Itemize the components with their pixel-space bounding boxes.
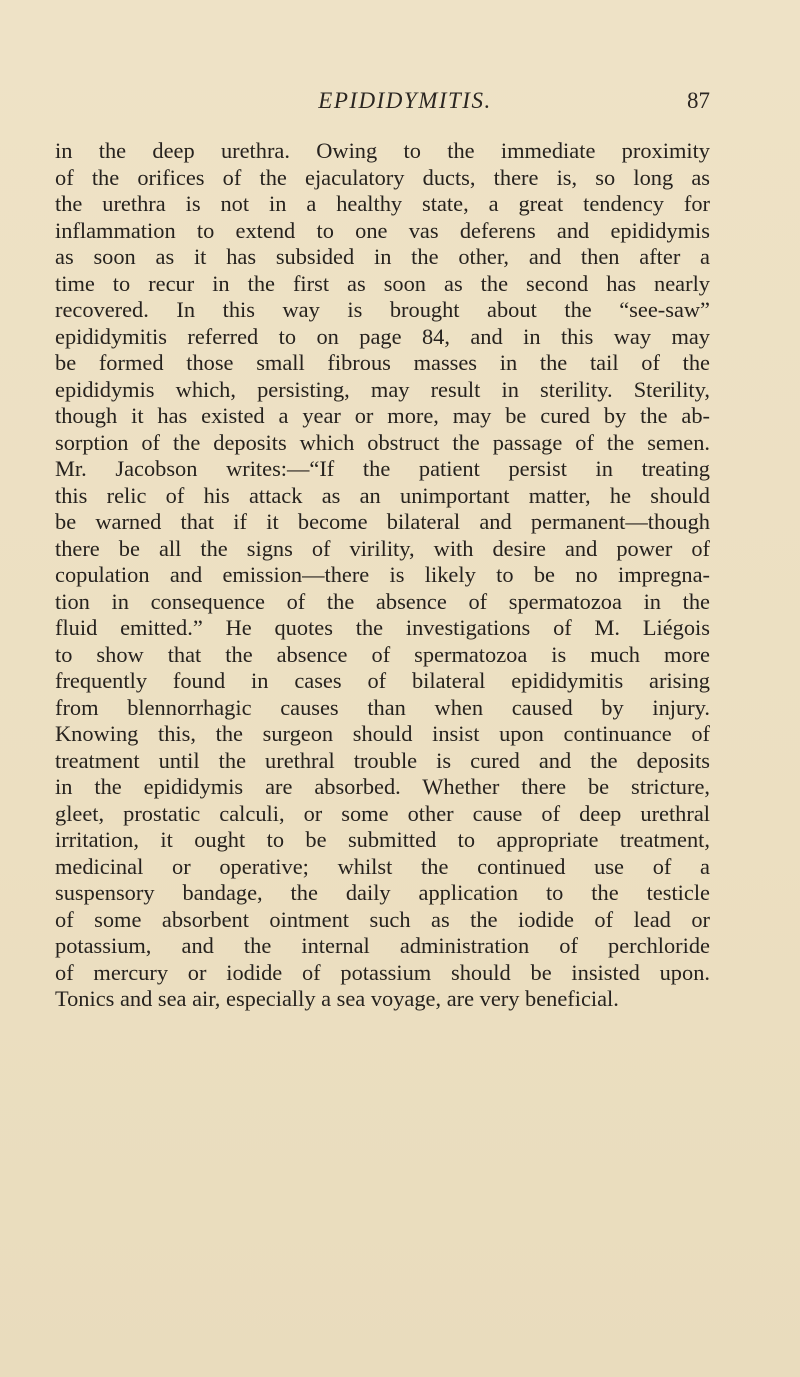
text-line: time to recur in the first as soon as the second has nearly <box>55 270 710 296</box>
text-line: inflammation to extend to one vas deferens and epididymis <box>55 217 710 243</box>
text-line: of mercury or iodide of potassium should be insisted upon. <box>55 959 710 985</box>
text-line: from blennorrhagic causes than when caused by injury. <box>55 694 710 720</box>
text-line: though it has existed a year or more, may be cured by the ab- <box>55 403 710 428</box>
text-line: frequently found in cases of bilateral epididymitis arising <box>55 668 710 693</box>
running-head <box>0 88 800 118</box>
text-line: potassium, and the internal administration of perchloride <box>55 933 710 958</box>
text-line: as soon as it has subsided in the other, and then after a <box>55 244 710 269</box>
body-text <box>55 138 710 1013</box>
text-line: tion in consequence of the absence of spermatozoa in the <box>55 588 710 614</box>
text-line: Knowing this, the surgeon should insist upon continuance of <box>55 721 710 746</box>
text-line: Tonics and sea air, especially a sea voyage, are very beneficial. <box>55 986 619 1011</box>
running-title: EPIDIDYMITIS. <box>318 88 492 113</box>
text-line: epididymis which, persisting, may result in sterility. Sterility, <box>55 376 710 402</box>
text-line: copulation and emission—there is likely to be no impregna- <box>55 562 710 587</box>
text-line: treatment until the urethral trouble is cured and the deposits <box>55 747 710 773</box>
text-line: sorption of the deposits which obstruct the passage of the semen. <box>55 429 710 455</box>
text-line: the urethra is not in a healthy state, a great tendency for <box>55 191 710 216</box>
text-line: epididymitis referred to on page 84, and in this way may <box>55 323 710 349</box>
text-line: in the deep urethra. Owing to the immediate proximity <box>55 138 710 163</box>
text-line: medicinal or operative; whilst the continued use of a <box>55 853 710 879</box>
text-line: be warned that if it become bilateral and permanent—though <box>55 509 710 534</box>
text-line: of some absorbent ointment such as the iodide of lead or <box>55 906 710 932</box>
text-line: recovered. In this way is brought about the “see-saw” <box>55 297 710 322</box>
page-number: 87 <box>687 88 710 113</box>
text-line: suspensory bandage, the daily application to the testicle <box>55 880 710 905</box>
text-line: be formed those small fibrous masses in the tail of the <box>55 350 710 375</box>
text-line: fluid emitted.” He quotes the investigations of M. Liégois <box>55 615 710 640</box>
text-line: to show that the absence of spermatozoa is much more <box>55 641 710 667</box>
text-line: in the epididymis are absorbed. Whether there be stricture, <box>55 774 710 799</box>
text-line: of the orifices of the ejaculatory ducts, there is, so long as <box>55 164 710 190</box>
text-line: irritation, it ought to be submitted to appropriate treatment, <box>55 827 710 852</box>
text-line: gleet, prostatic calculi, or some other cause of deep urethral <box>55 800 710 826</box>
text-line: there be all the signs of virility, with desire and power of <box>55 535 710 561</box>
text-line: Mr. Jacobson writes:—“If the patient persist in treating <box>55 456 710 481</box>
text-line: this relic of his attack as an unimportant matter, he should <box>55 482 710 508</box>
